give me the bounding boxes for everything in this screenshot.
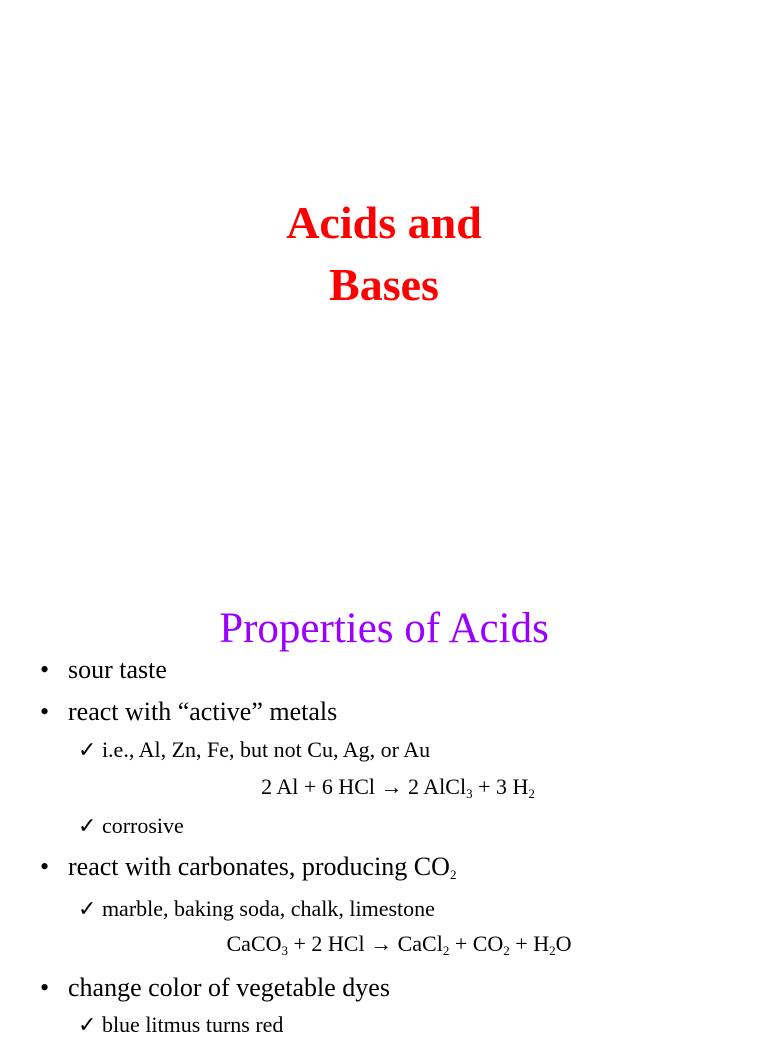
equation-part: + 2 HCl: [288, 931, 371, 956]
equation-aluminum-hcl: [0, 774, 768, 800]
checkmark-icon: ✓: [78, 813, 97, 838]
bullet-text: sour taste: [68, 655, 167, 684]
bullet-symbol: •: [40, 973, 50, 1002]
subpoint-corrosive: [78, 813, 184, 839]
arrow-symbol: →: [370, 931, 393, 956]
equation-part: + 3 H: [472, 774, 529, 799]
equation-part: O: [555, 931, 572, 956]
arrow-symbol: →: [380, 774, 403, 799]
bullet-text: change color of vegetable dyes: [68, 973, 390, 1002]
checkmark-icon: ✓: [78, 737, 97, 762]
subpoint-text: corrosive: [101, 813, 184, 838]
equation-part: + H: [509, 931, 550, 956]
checkmark-icon: ✓: [78, 1012, 97, 1037]
subscript: 2: [442, 943, 450, 958]
equation-part: 2 Al + 6 HCl: [261, 774, 381, 799]
subscript: 3: [466, 786, 473, 801]
properties-heading: Properties of Acids: [219, 605, 549, 652]
subpoint-metals-list: [78, 737, 430, 763]
subpoint-text: blue litmus turns red: [101, 1012, 284, 1037]
bullet-symbol: •: [40, 852, 50, 881]
subpoint-litmus: [78, 1012, 283, 1038]
subpoint-carbonate-examples: [78, 896, 435, 922]
equation-part: + CO: [449, 931, 504, 956]
equation-caco3-hcl: [0, 931, 768, 957]
bullet-symbol: •: [40, 697, 50, 726]
bullet-symbol: •: [40, 655, 50, 684]
subscript: 2: [503, 943, 510, 958]
equation-part: CaCl: [392, 931, 443, 956]
equation-part: 2 AlCl: [402, 774, 467, 799]
slide-title-line-1: Acids and: [286, 197, 482, 248]
bullet-text: [68, 852, 456, 882]
subscript: 2: [549, 943, 556, 958]
subpoint-text: i.e., Al, Zn, Fe, but not Cu, Ag, or Au: [101, 737, 431, 762]
subscript: 2: [449, 867, 457, 882]
subpoint-text: marble, baking soda, chalk, limestone: [101, 896, 435, 921]
subscript: 3: [281, 943, 288, 958]
subscript: 2: [528, 786, 535, 801]
slide-title-line-2: Bases: [329, 259, 439, 310]
bullet-text-main: react with carbonates, producing CO: [68, 852, 450, 881]
checkmark-icon: ✓: [78, 896, 97, 921]
bullet-text: react with “active” metals: [68, 697, 338, 726]
equation-part: CaCO: [226, 931, 282, 956]
